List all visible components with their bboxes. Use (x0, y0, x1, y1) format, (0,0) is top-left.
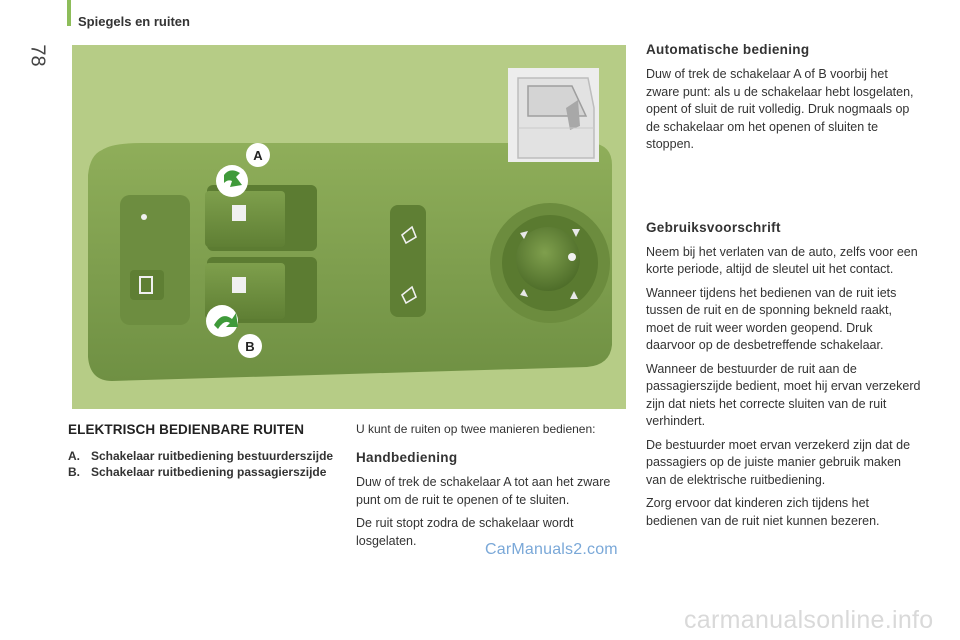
lock-switch-plate (120, 195, 190, 325)
usage-heading: Gebruiksvoorschrift (646, 219, 781, 235)
usage-paragraph-1: Neem bij het verlaten van de auto, zelfs voor een korte periode, altijd de sleutel uit het contact. (646, 244, 918, 276)
automatic-paragraph-1: Duw of trek de schakelaar A of B voorbij het zware punt: als u de schakelaar hebt losgelaten, opent of sluit de ruit volledig. Druk nogmaals op de schakelaar om het openen of sluiten te stoppen. (646, 67, 914, 151)
electric-windows-heading: ELEKTRISCH BEDIENBARE RUITEN (68, 422, 305, 437)
mirror-selector (390, 205, 426, 317)
indicator-dot (141, 214, 147, 220)
legend-key-a: A. (68, 449, 80, 463)
door-icon (508, 68, 599, 162)
door-thumbnail (508, 68, 599, 162)
accent-bar (67, 0, 71, 26)
legend-item-a (68, 448, 338, 464)
usage-paragraph-4: De bestuurder moet ervan verzekerd zijn dat de passagiers op de juiste manier gebruik maken van de elektrische ruitbediening. (646, 437, 911, 487)
legend-key-b: B. (68, 465, 80, 479)
carmanuals-watermark: CarManuals2.com (485, 541, 618, 558)
manual-heading: Handbediening (356, 450, 458, 465)
usage-paragraph-5: Zorg ervoor dat kinderen zich tijdens het bedienen van de ruit niet kunnen bezeren. (646, 496, 880, 528)
legend-label-b: Schakelaar ruitbediening passagierszijde (91, 465, 327, 479)
callout-a: A (253, 148, 263, 163)
usage-paragraph-3: Wanneer de bestuurder de ruit aan de passagierszijde bedient, moet hij ervan verzekerd zijn dat niets het correcte sluiten van de ruit verhindert. (646, 361, 921, 428)
manual-paragraph-1: Duw of trek de schakelaar A tot aan het zware punt om de ruit te openen of te sluiten. (356, 475, 611, 507)
automatic-heading: Automatische bediening (646, 42, 810, 57)
callout-b: B (245, 339, 255, 354)
legend-label-a: Schakelaar ruitbediening bestuurderszijde (91, 449, 334, 463)
switch-legend (68, 448, 338, 480)
intro-text: U kunt de ruiten op twee manieren bedienen: (356, 422, 596, 436)
lock-button (130, 270, 164, 300)
usage-paragraph-2: Wanneer tijdens het bedienen van de ruit iets tussen de ruit en de sponning bekneld raakt, moet de ruit weer worden geopend. Druk daarvoor op de desbetreffende schakelaar. (646, 285, 897, 352)
page-number: 78 (26, 44, 49, 67)
manual-paragraph-2: De ruit stopt zodra de schakelaar wordt losgelaten. (356, 516, 574, 548)
section-title: Spiegels en ruiten (78, 14, 190, 29)
right-column (646, 42, 921, 536)
legend-item-b (68, 464, 338, 480)
footer-watermark: carmanualsonline.info (684, 606, 934, 634)
